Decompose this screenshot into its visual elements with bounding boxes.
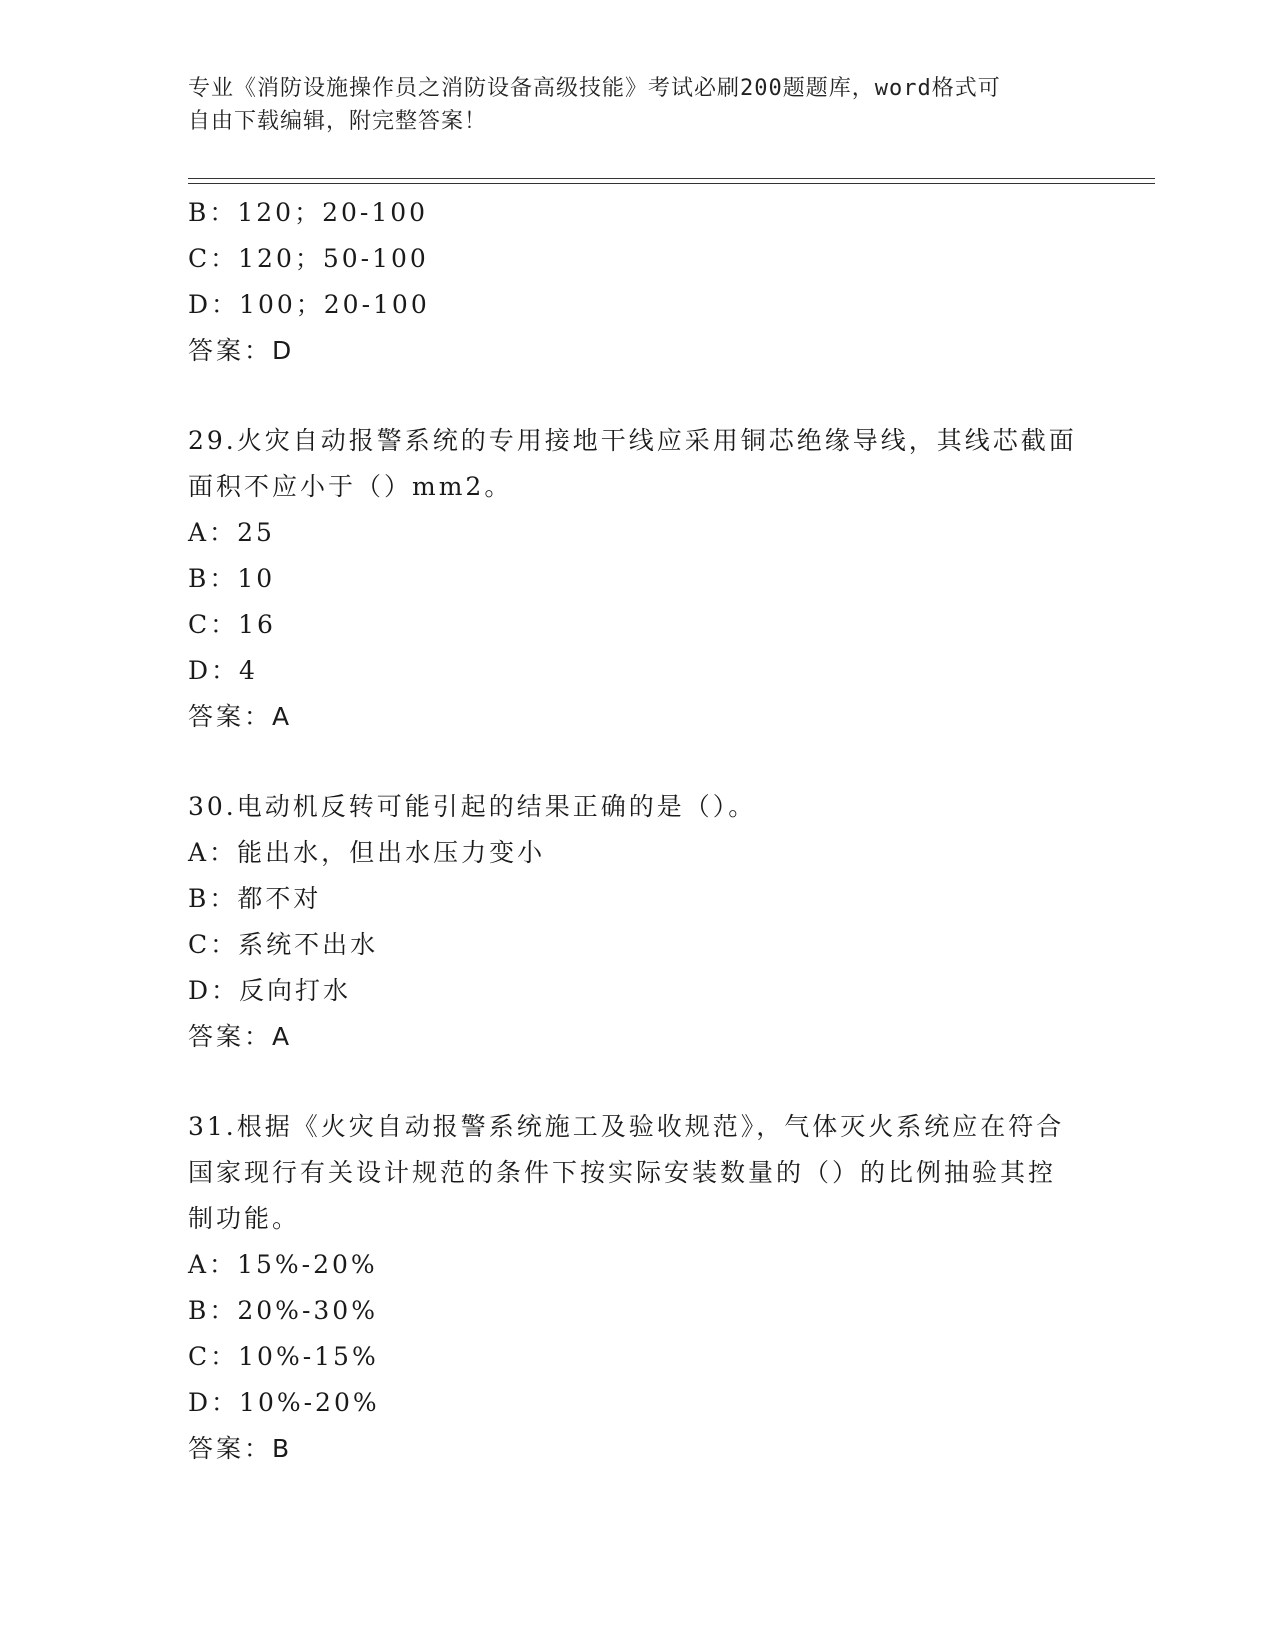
option-d: D：反向打水 bbox=[188, 976, 352, 1005]
option-c: C：120；50-100 bbox=[188, 244, 429, 273]
option-c: C：系统不出水 bbox=[188, 930, 379, 959]
question-29 bbox=[188, 418, 1088, 740]
option-a: A：25 bbox=[188, 518, 275, 547]
option-a: A：15%-20% bbox=[188, 1250, 378, 1279]
answer-line: 答案：B bbox=[188, 1434, 293, 1463]
option-a: A：能出水，但出水压力变小 bbox=[188, 838, 546, 867]
option-b: B：10 bbox=[188, 564, 276, 593]
header-double-rule bbox=[188, 178, 1155, 184]
header-line-2: 自由下载编辑，附完整答案！ bbox=[188, 109, 488, 134]
answer-line: 答案：A bbox=[188, 1022, 293, 1051]
question-stem: 31.根据《火灾自动报警系统施工及验收规范》，气体灭火系统应在符合国家现行有关设计规范的条件下按实际安装数量的（）的比例抽验其控制功能。 bbox=[188, 1112, 1065, 1233]
option-c: C：16 bbox=[188, 610, 276, 639]
question-stem: 30.电动机反转可能引起的结果正确的是（）。 bbox=[188, 792, 757, 821]
question-31 bbox=[188, 1104, 1088, 1472]
answer-line: 答案：A bbox=[188, 702, 293, 731]
option-b: B：120；20-100 bbox=[188, 198, 429, 227]
question-30 bbox=[188, 784, 1088, 1060]
option-c: C：10%-15% bbox=[188, 1342, 379, 1371]
answer-line: 答案：D bbox=[188, 336, 295, 365]
question-stem: 29.火灾自动报警系统的专用接地干线应采用铜芯绝缘导线，其线芯截面面积不应小于（）mm2。 bbox=[188, 426, 1077, 501]
question-28-partial bbox=[188, 190, 1088, 374]
option-d: D：10%-20% bbox=[188, 1388, 380, 1417]
header-line-1: 专业《消防设施操作员之消防设备高级技能》考试必刷200题题库，word格式可 bbox=[188, 76, 1001, 101]
page-header bbox=[188, 72, 1068, 138]
question-content bbox=[188, 190, 1088, 1472]
option-d: D：100；20-100 bbox=[188, 290, 430, 319]
option-b: B：都不对 bbox=[188, 884, 322, 913]
option-d: D：4 bbox=[188, 656, 258, 685]
option-b: B：20%-30% bbox=[188, 1296, 378, 1325]
